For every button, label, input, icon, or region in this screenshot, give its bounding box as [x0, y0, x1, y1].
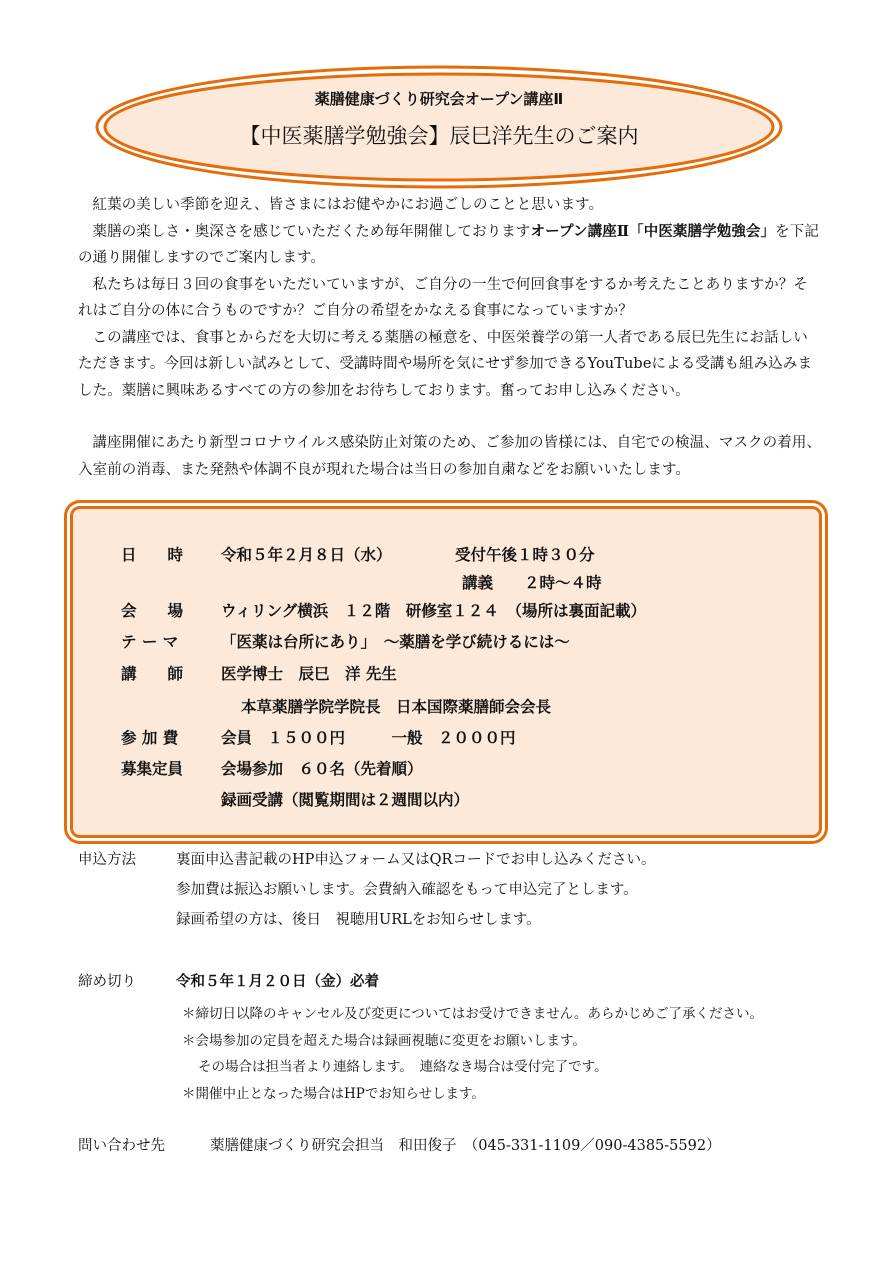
venue-value: ウィリング横浜 １２階 研修室１２４ （場所は裏面記載）	[221, 602, 647, 620]
intro-paragraph-description: この講座では、食事とからだを大切に考える薬膳の極意を、中医栄養学の第一人者である辰巳先生にお話しいただきます。今回は新しい試みとして、受講時間や場所を気にせず参加できるYouTubeによる受講も組み込みました。薬膳に興味あるすべての方の参加をお待ちしております。奮ってお申し込みください。	[78, 329, 813, 399]
theme-label: テ ー マ	[121, 633, 179, 651]
apply-line-2: 参加費は振込お願いします。会費納入確認をもって申込完了とします。	[176, 882, 638, 898]
capacity-value-recording: 録画受講（閲覧期間は２週間以内）	[221, 791, 470, 809]
course-name-highlight: オープン講座Ⅱ「中医薬膳学勉強会」	[530, 222, 776, 240]
contact-value: 薬膳健康づくり研究会担当 和田俊子 （045-331-1109／090-4385-5592）	[210, 1138, 721, 1154]
date-label: 日 時	[121, 546, 184, 564]
intro-paragraph-greeting: 紅葉の美しい季節を迎え、皆さまにはお健やかにお過ごしのことと思います。	[92, 197, 604, 213]
deadline-note-cancellation: ＊開催中止となった場合はHPでお知らせします。	[182, 1086, 485, 1102]
date-value: 令和５年２月８日（水）	[221, 546, 392, 564]
intro-text	[78, 192, 822, 483]
deadline-note-cancel: ＊締切日以降のキャンセル及び変更についてはお受けできません。あらかじめご了承ください。	[182, 1006, 764, 1022]
capacity-value: 会場参加 ６０名（先着順）	[221, 760, 423, 778]
intro-text-span: 薬膳の楽しさ・奥深さを感じていただくため毎年開催しております	[92, 223, 531, 240]
lecturer-title: 本草薬膳学院学院長 日本国際薬膳師会会長	[241, 698, 552, 716]
venue-label: 会 場	[121, 602, 184, 620]
apply-line-3: 録画希望の方は、後日 視聴用URLをお知らせします。	[176, 912, 541, 928]
contact-label: 問い合わせ先	[78, 1138, 165, 1154]
intro-paragraph-question: 私たちは毎日３回の食事をいただいていますが、ご自分の一生で何回食事をするか考えたことありますか？それはご自分の体に合うものですか？ご自分の希望をかなえる食事になっていますか？	[78, 276, 808, 319]
lecturer-value: 医学博士 辰巳 洋 先生	[221, 665, 397, 683]
fee-value: 会員 １５００円 一般 ２０００円	[221, 729, 516, 747]
intro-paragraph-covid-notice: 講座開催にあたり新型コロナウイルス感染防止対策のため、ご参加の皆様には、自宅での検温、マスクの着用、入室前の消毒、また発熱や体調不良が現れた場合は当日の参加自粛などをお願いいたします。	[78, 435, 822, 478]
lecture-time: 講義 ２時～４時	[462, 574, 602, 592]
reception-time: 受付午後１時３０分	[455, 546, 595, 564]
fee-label: 参 加 費	[121, 729, 179, 747]
deadline-note-capacity: ＊会場参加の定員を超えた場合は録画視聴に変更をお願いします。	[182, 1033, 586, 1049]
event-subtitle: 薬膳健康づくり研究会オープン講座Ⅱ	[314, 90, 564, 108]
theme-value: 「医薬は台所にあり」 ～薬膳を学び続けるには～	[221, 633, 570, 651]
deadline-label: 締め切り	[78, 974, 136, 990]
header-banner	[94, 64, 784, 190]
event-title: 【中医薬膳学勉強会】辰巳洋先生のご案内	[239, 124, 639, 148]
apply-line-1: 裏面申込書記載のHP申込フォーム又はQRコードでお申し込みください。	[176, 852, 656, 868]
intro-text-span: を下記の通り開催しますのでご案内します。	[78, 223, 819, 266]
event-details-box	[70, 506, 822, 838]
capacity-label: 募集定員	[121, 760, 184, 778]
deadline-note-contact: その場合は担当者より連絡します。 連絡なき場合は受付完了です。	[198, 1059, 608, 1075]
intro-paragraph-announcement	[78, 219, 822, 272]
deadline-value: 令和５年１月２０日（金）必着	[176, 974, 379, 990]
lecturer-label: 講 師	[121, 665, 184, 683]
apply-label: 申込方法	[78, 852, 136, 868]
